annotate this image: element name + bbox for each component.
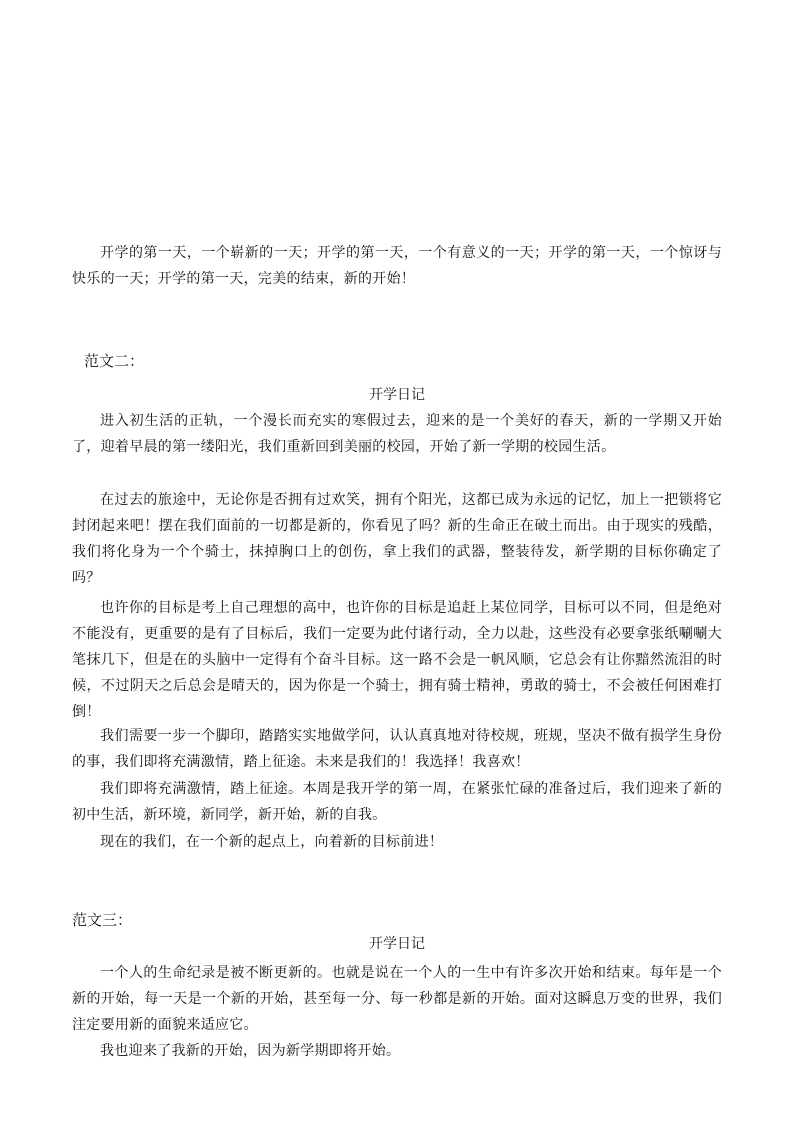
essay3-paragraph-1: 一个人的生命纪录是被不断更新的。也就是说在一个人的一生中有许多次开始和结束。每年是一个新的开始，每一天是一个新的开始，甚至每一分、每一秒都是新的开始。面对这瞬息万变的世界，我们注定要用新的面貌来适应它。 <box>72 965 722 1033</box>
essay3-paragraph-2: 我也迎来了我新的开始，因为新学期即将开始。 <box>100 1043 401 1059</box>
essay2-title: 开学日记 <box>369 387 425 403</box>
essay2-paragraph-1: 进入初生活的正轨，一个漫长而充实的寒假过去，迎来的是一个美好的春天，新的一学期又开始了，迎着早晨的第一缕阳光，我们重新回到美丽的校园，开始了新一学期的校园生活。 <box>72 413 722 455</box>
essay2-paragraph-6: 现在的我们，在一个新的起点上，向着新的目标前进！ <box>100 834 444 850</box>
essay2-paragraph-2: 在过去的旅途中，无论你是否拥有过欢笑，拥有个阳光，这都已成为永远的记忆，加上一把锁将它封闭起来吧！摆在我们面前的一切都是新的，你看见了吗？新的生命正在破土而出。由于现实的残酷，我们将化身为一个个骑士，抹掉胸口上的创伤，拿上我们的武器，整装待发，新学期的目标你确定了吗？ <box>72 492 722 586</box>
essay3-label: 范文三： <box>72 911 133 929</box>
essay2-paragraph-3: 也许你的目标是考上自己理想的高中，也许你的目标是追赶上某位同学，目标可以不同，但是绝对不能没有，更重要的是有了目标后，我们一定要为此付诸行动，全力以赴，这些没有必要拿张纸唰唰大笔抹几下，但是在的头脑中一定得有个奋斗目标。这一路不会是一帆风顺，它总会有让你黯然流泪的时候，不过阴天之后总会是晴天的，因为你是一个骑士，拥有骑士精神，勇敢的骑士，不会被任何困难打倒！ <box>72 600 722 720</box>
essay2-paragraph-5: 我们即将充满激情，踏上征途。本周是我开学的第一周，在紧张忙碌的准备过后，我们迎来了新的初中生活，新环境，新同学，新开始，新的自我。 <box>72 781 722 823</box>
intro-paragraph: 开学的第一天，一个崭新的一天；开学的第一天，一个有意义的一天；开学的第一天，一个惊讶与快乐的一天；开学的第一天，完美的结束，新的开始！ <box>72 245 722 287</box>
essay2-label: 范文二： <box>84 352 145 370</box>
essay2-paragraph-4: 我们需要一步一个脚印，踏踏实实地做学问，认认真真地对待校规，班规，坚决不做有损学生身份的事，我们即将充满激情，踏上征途。未来是我们的！我选择！我喜欢！ <box>72 728 722 770</box>
essay3-title: 开学日记 <box>369 936 425 952</box>
